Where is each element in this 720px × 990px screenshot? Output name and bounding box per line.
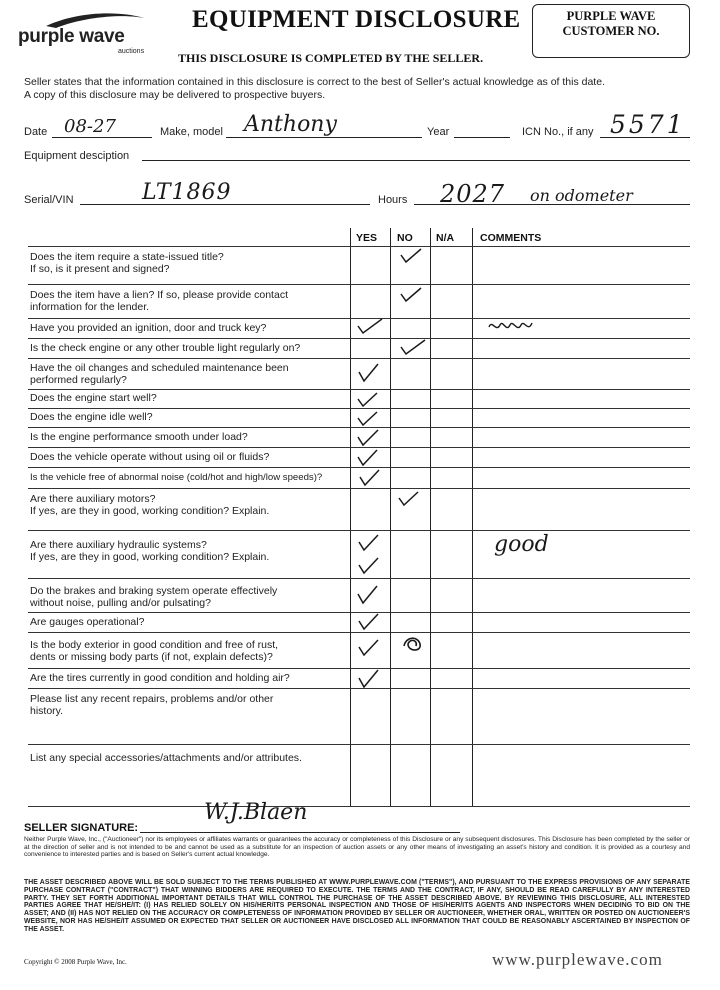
question-lien: Does the item have a lien? If so, please provide contact information for the lender.	[30, 289, 288, 313]
question-keys: Have you provided an ignition, door and truck key?	[30, 322, 267, 334]
question-aux-hydraulics: Are there auxiliary hydraulic systems? If yes, are they in good, working condition? Explain.	[30, 539, 270, 563]
terms-text: THE ASSET DESCRIBED ABOVE WILL BE SOLD SUBJECT TO THE TERMS PUBLISHED AT WWW.PURPLEWAVE.COM ("TERMS"), AND PURSUANT TO THE EXPRESS PROVISIONS OF ANY SEPARATE PURCHASE CONTRACT ("CONTRACT") THAT WINNING BIDDERS ARE REQUIRED TO EXECUTE. THE TERMS AND THE CONTRACT, IF ANY, SHOULD BE READ CAREFULLY BY ANY INTERESTED PARTY. THEY SET FORTH ADDITIONAL IMPORTANT DETAILS THAT WILL CONTROL THE PURCHASE OF THE ASSET DESCRIBED ABOVE. BY REVIEWING THIS DISCLOSURE, ALL INTERESTED PARTIES AGREE THAT HE/SHE/IT: (I) HAS RELIED SOLELY ON HIS/HER/ITS PERSONAL INSPECTION AND THOSE OF HIS/HER/ITS AGENTS AND INSPECTORS WHEN DECIDING TO BID ON THE ASSET; AND (II) HAS NOT RELIED ON THE ACCURACY OR COMPLETENESS OF INFORMATION PROVIDED BY SELLER OR AUCTIONEER, WHETHER ORAL, WRITTEN OR POSTED ON AUCTIONEER'S WEBSITE, NOR HAS HE/SHE/IT ASSUMED OR EXPECTED THAT SELLER OR AUCTIONEER HAVE DISCLOSED ALL INFORMATION THAT COULD BE REASONABLY ASCERTAINED BY INSPECTION OF THE ASSET.	[24, 879, 690, 933]
signature-label: SELLER SIGNATURE:	[24, 822, 139, 834]
serial-vin-label: Serial/VIN	[24, 194, 74, 206]
question-maintenance: Have the oil changes and scheduled maintenance been performed regularly?	[30, 362, 289, 386]
checkmark-icon[interactable]	[355, 448, 381, 468]
signature-field[interactable]: W.J.Blaen	[204, 800, 308, 825]
question-title: Does the item require a state-issued title? If so, is it present and signed?	[30, 251, 224, 275]
copyright: Copyright © 2008 Purple Wave, Inc.	[24, 958, 127, 966]
col-divider-na	[430, 228, 431, 806]
checkmark-icon[interactable]	[398, 286, 424, 304]
equipment-description-label: Equipment desciption	[24, 150, 130, 162]
row-divider	[28, 530, 690, 531]
header-comments: COMMENTS	[480, 232, 542, 244]
question-gauges: Are gauges operational?	[30, 616, 145, 628]
scribble-mark-icon	[400, 634, 426, 654]
checkmark-icon[interactable]	[355, 428, 381, 448]
date-line	[52, 137, 152, 138]
logo-subtext: auctions	[118, 48, 145, 55]
date-field[interactable]: 08-27	[64, 116, 116, 137]
row-divider	[28, 389, 690, 390]
disclaimer-text: Neither Purple Wave, Inc., ("Auctioneer") nor its employees or affiliates warrants or guarantees the accuracy or completeness of this Disclosure or any subsequent disclosures. This Disclosure has been completed by the seller or at the direction of seller and is not intended to be and cannot be used as a substitute for an inspection of auction assets or any other means of investigating an asset's history and condition. It is provided as a courtesy and convenience to interested parties and is based on Seller's current actual knowledge.	[24, 836, 690, 859]
checkmark-icon[interactable]	[396, 490, 422, 508]
checkmark-icon[interactable]	[356, 362, 382, 384]
row-divider	[28, 246, 690, 247]
hours-field[interactable]: 2027	[440, 180, 506, 208]
row-divider	[28, 338, 690, 339]
col-divider-yes	[350, 228, 351, 806]
scribble-mark-icon	[486, 317, 536, 335]
icn-label: ICN No., if any	[522, 126, 594, 138]
row-divider	[28, 358, 690, 359]
row-divider	[28, 488, 690, 489]
checkmark-icon[interactable]	[356, 533, 382, 553]
signature-line	[140, 832, 460, 833]
customer-box-line2: CUSTOMER NO.	[562, 24, 660, 38]
col-divider-no	[390, 228, 391, 806]
customer-box-line1: PURPLE WAVE	[566, 9, 656, 23]
customer-number-box[interactable]	[532, 4, 690, 58]
header-yes: YES	[356, 232, 378, 244]
checkmark-icon[interactable]	[398, 247, 424, 265]
question-brakes: Do the brakes and braking system operate effectively without noise, pulling and/or pulsating?	[30, 585, 278, 609]
year-label: Year	[427, 126, 450, 138]
logo	[16, 10, 156, 58]
page-subtitle: THIS DISCLOSURE IS COMPLETED BY THE SELLER.	[178, 51, 484, 65]
checkmark-icon[interactable]	[355, 410, 381, 428]
year-line	[454, 137, 510, 138]
row-divider	[28, 806, 690, 807]
question-aux-motors: Are there auxiliary motors? If yes, are they in good, working condition? Explain.	[30, 493, 270, 517]
col-divider-comments	[472, 228, 473, 806]
intro-text	[24, 76, 605, 102]
row-divider	[28, 578, 690, 579]
checkmark-icon[interactable]	[356, 668, 382, 690]
checkmark-icon[interactable]	[356, 638, 382, 658]
header-na: N/A	[436, 232, 455, 244]
checkmark-icon[interactable]	[356, 556, 382, 576]
icn-field[interactable]: 5571	[610, 110, 686, 139]
question-check-engine: Is the check engine or any other trouble light regularly on?	[30, 342, 301, 354]
intro-line-1: Seller states that the information contained in this disclosure is correct to the best of Seller's actual knowledge as of this date.	[24, 76, 605, 88]
date-label: Date	[24, 126, 48, 138]
serial-vin-field[interactable]: LT1869	[142, 180, 232, 205]
checkmark-icon[interactable]	[398, 338, 428, 356]
hours-label: Hours	[378, 194, 408, 206]
row-divider	[28, 744, 690, 745]
equipment-description-line[interactable]	[142, 160, 690, 161]
checkmark-icon[interactable]	[357, 468, 383, 488]
make-model-label: Make, model	[160, 126, 223, 138]
question-tires: Are the tires currently in good condition and holding air?	[30, 672, 290, 684]
checkmark-icon[interactable]	[355, 317, 385, 335]
question-noise: Is the vehicle free of abnormal noise (cold/hot and high/low speeds)?	[30, 472, 323, 483]
checkmark-icon[interactable]	[355, 391, 381, 409]
checkmark-icon[interactable]	[356, 612, 382, 632]
question-accessories: List any special accessories/attachments and/or attributes.	[30, 752, 302, 764]
make-model-line	[226, 137, 422, 138]
intro-line-2: A copy of this disclosure may be delivered to prospective buyers.	[24, 89, 326, 101]
row-divider	[28, 284, 690, 285]
header-no: NO	[397, 232, 413, 244]
question-engine-idle: Does the engine idle well?	[30, 411, 153, 423]
question-oil-fluids: Does the vehicle operate without using oil or fluids?	[30, 451, 270, 463]
question-repairs: Please list any recent repairs, problems and/or other history.	[30, 693, 274, 717]
make-model-field[interactable]: Anthony	[244, 112, 337, 137]
logo-text: purple wave	[18, 26, 125, 47]
comment-hydraulics[interactable]: good	[494, 532, 549, 557]
page-title: EQUIPMENT DISCLOSURE	[192, 6, 521, 33]
row-divider	[28, 632, 690, 633]
website-link[interactable]: www.purplewave.com	[492, 950, 663, 969]
hours-note: on odometer	[530, 186, 633, 205]
checkmark-icon[interactable]	[355, 584, 381, 606]
question-engine-performance: Is the engine performance smooth under load?	[30, 431, 248, 443]
question-body: Is the body exterior in good condition and free of rust, dents or missing body parts (if not, explain defects)?	[30, 639, 279, 663]
question-engine-start: Does the engine start well?	[30, 392, 157, 404]
